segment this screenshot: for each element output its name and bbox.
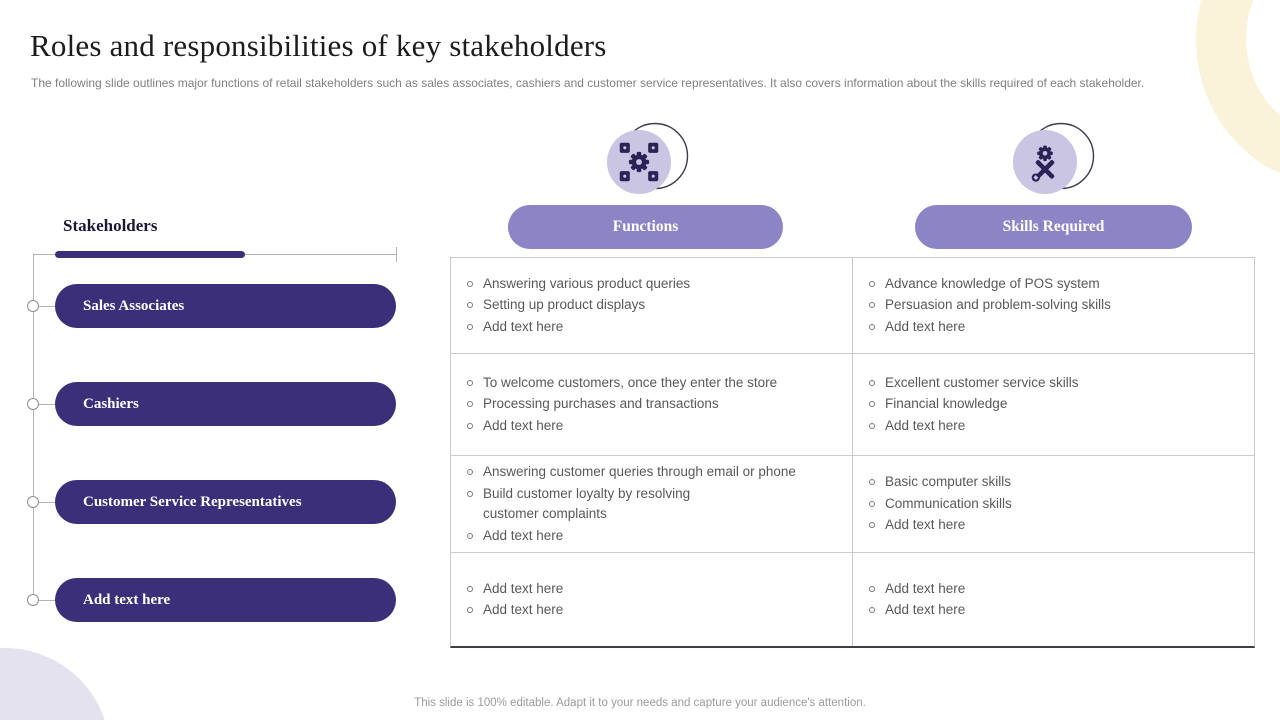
stakeholder-row — [27, 480, 402, 524]
list-item-text: Setting up product displays — [483, 297, 646, 313]
list-item-text: Add text here — [483, 602, 564, 617]
list-item — [465, 295, 838, 316]
stakeholder-row — [27, 578, 402, 622]
circle-bullet-icon — [467, 607, 473, 613]
circle-bullet-icon — [869, 401, 875, 407]
table-row — [451, 455, 1254, 552]
list-item — [465, 373, 838, 394]
list-item-text: Excellent customer service skills — [885, 374, 1079, 390]
list-item-text: Financial knowledge — [885, 396, 1008, 412]
list-item-text: Add text here — [885, 517, 966, 533]
table-functions-cell[interactable] — [451, 553, 852, 646]
circle-bullet-icon — [467, 586, 473, 592]
stakeholders-heading: Stakeholders — [63, 216, 158, 235]
connector-line — [39, 404, 55, 405]
list-item — [867, 373, 1240, 394]
footer-note: This slide is 100% editable. Adapt it to your needs and capture your audience's attention. — [414, 697, 866, 709]
stakeholder-pill-label: Customer Service Representatives — [83, 493, 302, 510]
list-item — [465, 600, 838, 621]
list-item-text: Add text here — [483, 580, 564, 596]
list-item-text: Advance knowledge of POS system — [885, 275, 1100, 291]
list-item-text: Build customer loyalty by resolving customer complaints — [483, 485, 691, 521]
list-item — [867, 494, 1240, 515]
list-item — [465, 317, 838, 338]
list-item — [465, 579, 838, 600]
table-row — [451, 353, 1254, 455]
stakeholder-pill[interactable] — [55, 480, 396, 524]
stakeholder-pill[interactable] — [55, 284, 396, 328]
connector-node-icon — [27, 496, 39, 508]
circle-bullet-icon — [467, 380, 473, 386]
bullet-list — [465, 461, 838, 547]
list-item — [867, 600, 1240, 621]
tools-gear-icon — [1023, 140, 1067, 184]
list-item-text: Add text here — [885, 417, 966, 433]
connector-line — [39, 600, 55, 601]
table-functions-cell[interactable] — [451, 354, 852, 455]
list-item — [867, 472, 1240, 493]
list-item-text: Add text here — [483, 318, 564, 334]
table-skills-cell[interactable] — [852, 553, 1254, 646]
list-item-text: Basic computer skills — [885, 474, 1012, 490]
stakeholder-pill-label: Add text here — [83, 591, 171, 608]
list-item — [867, 579, 1240, 600]
stakeholder-row — [27, 284, 402, 328]
heading-underline-bar — [55, 251, 245, 258]
page-subtitle: The following slide outlines major functions of retail stakeholders such as sales associates, cashiers and customer service representatives. It also covers information about the skills required of each stakeholder. — [31, 76, 1145, 90]
circle-bullet-icon — [869, 302, 875, 308]
bullet-list — [867, 372, 1240, 438]
circle-bullet-icon — [467, 324, 473, 330]
table-functions-cell[interactable] — [451, 456, 852, 552]
skills-header-label: Skills Required — [1002, 218, 1105, 235]
circle-bullet-icon — [467, 302, 473, 308]
list-item-text: Add text here — [483, 417, 564, 433]
connector-node-icon — [27, 300, 39, 312]
list-item-text: Answering customer queries through email or phone — [483, 464, 796, 479]
circle-bullet-icon — [467, 533, 473, 539]
list-item — [465, 462, 838, 483]
stakeholder-pill-label: Cashiers — [83, 395, 139, 412]
circle-bullet-icon — [467, 401, 473, 407]
connector-line — [39, 502, 55, 503]
circle-bullet-icon — [869, 522, 875, 528]
table-skills-cell[interactable] — [852, 258, 1254, 353]
list-item — [465, 394, 838, 415]
table-skills-cell[interactable] — [852, 354, 1254, 455]
list-item — [867, 317, 1240, 338]
page-title: Roles and responsibilities of key stakeholders — [30, 28, 607, 63]
list-item-text: Add text here — [885, 318, 966, 334]
roles-table — [450, 257, 1255, 648]
connector-node-icon — [27, 398, 39, 410]
decorative-ring-shape — [1196, 0, 1280, 184]
circle-bullet-icon — [869, 479, 875, 485]
circle-bullet-icon — [467, 423, 473, 429]
table-row — [451, 258, 1254, 353]
circle-bullet-icon — [869, 281, 875, 287]
circle-bullet-icon — [869, 324, 875, 330]
circle-bullet-icon — [869, 501, 875, 507]
connector-node-icon — [27, 594, 39, 606]
bullet-list — [465, 273, 838, 339]
list-item — [867, 515, 1240, 536]
stakeholder-pill[interactable] — [55, 382, 396, 426]
circle-bullet-icon — [467, 281, 473, 287]
bullet-list — [465, 578, 838, 622]
list-item-text: To welcome customers, once they enter the store — [483, 374, 778, 390]
stakeholder-row — [27, 382, 402, 426]
decorative-corner-circle — [0, 648, 110, 720]
list-item — [465, 416, 838, 437]
bullet-list — [867, 471, 1240, 537]
list-item-text: Persuasion and problem-solving skills — [885, 297, 1111, 313]
skills-column-header[interactable] — [915, 205, 1192, 249]
bullet-list — [465, 372, 838, 438]
list-item-text: Answering various product queries — [483, 275, 691, 291]
table-skills-cell[interactable] — [852, 456, 1254, 552]
circle-bullet-icon — [869, 586, 875, 592]
table-row — [451, 552, 1254, 646]
bullet-list — [867, 273, 1240, 339]
list-item — [867, 295, 1240, 316]
list-item-text: Add text here — [483, 527, 564, 543]
list-item-text: Processing purchases and transactions — [483, 396, 719, 412]
list-item — [867, 274, 1240, 295]
functions-header-label: Functions — [612, 218, 679, 235]
circle-bullet-icon — [869, 423, 875, 429]
table-functions-cell[interactable] — [451, 258, 852, 353]
list-item — [867, 416, 1240, 437]
functions-icon-badge — [605, 122, 689, 200]
process-gear-icon — [617, 140, 661, 184]
circle-bullet-icon — [869, 380, 875, 386]
list-item — [867, 394, 1240, 415]
connector-end-tick — [396, 247, 397, 262]
list-item-text: Add text here — [885, 602, 966, 617]
list-item-text: Communication skills — [885, 495, 1012, 511]
circle-bullet-icon — [467, 491, 473, 497]
list-item-text: Add text here — [885, 580, 966, 596]
stakeholder-pill-label: Sales Associates — [83, 297, 185, 314]
connector-line — [39, 306, 55, 307]
circle-bullet-icon — [869, 607, 875, 613]
bullet-list — [867, 578, 1240, 622]
circle-bullet-icon — [467, 469, 473, 475]
list-item — [465, 484, 838, 525]
functions-column-header[interactable] — [508, 205, 783, 249]
list-item — [465, 526, 838, 547]
list-item — [465, 274, 838, 295]
stakeholder-pill[interactable] — [55, 578, 396, 622]
skills-icon-badge — [1011, 122, 1095, 200]
